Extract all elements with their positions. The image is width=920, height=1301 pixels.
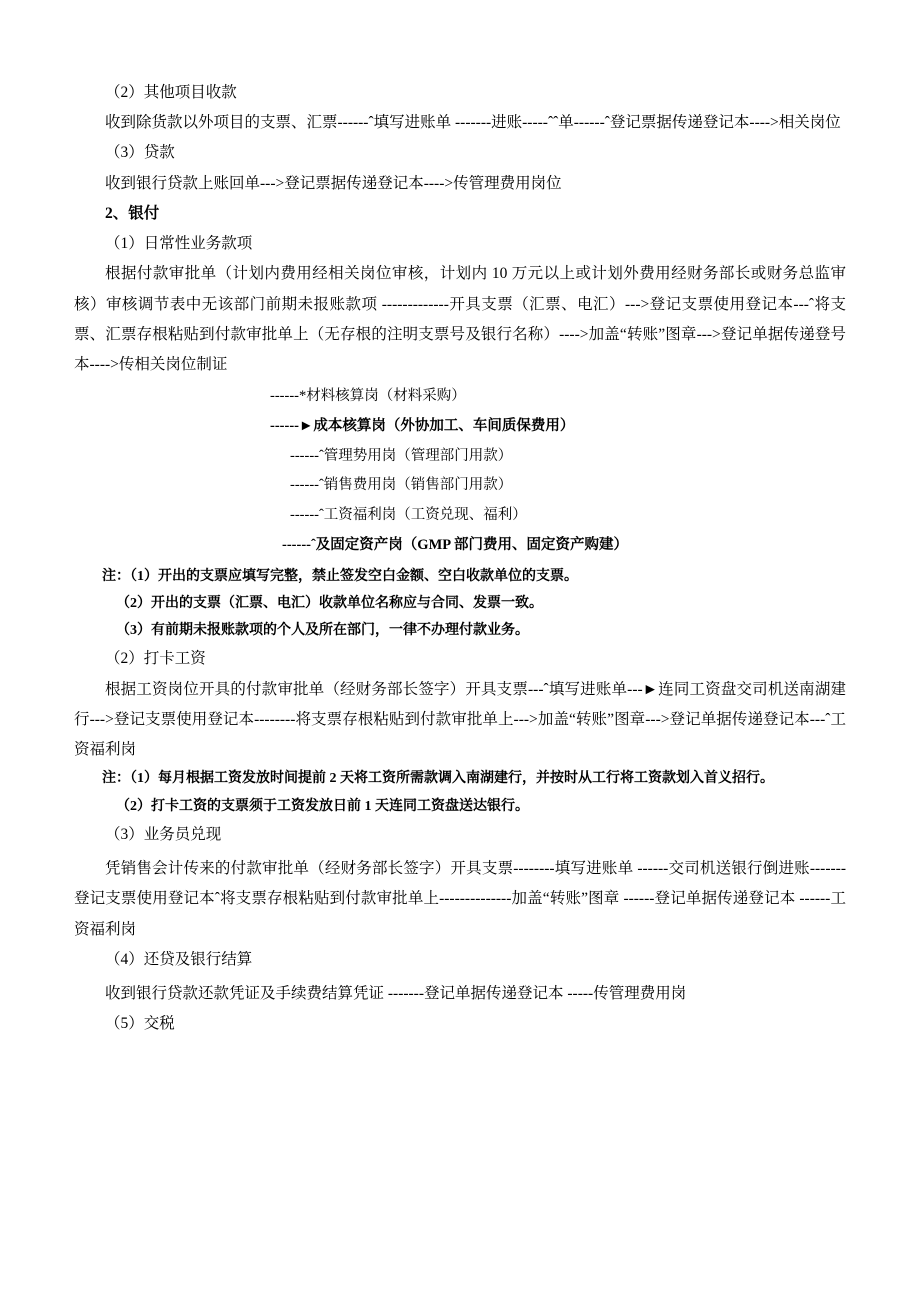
paragraph-daily-business-heading: （1）日常性业务款项 <box>105 235 253 253</box>
paragraph-loan-heading: （3）贷款 <box>105 144 175 162</box>
note-check-completeness: 注：（1）开出的支票应填写完整，禁止签发空白金额、空白收款单位的支票。 <box>102 568 578 584</box>
paragraph-loan-flow: 收到银行贷款上账回单--->登记票据传递登记本---->传管理费用岗位 <box>105 174 562 192</box>
note-salary-check-delivery: （2）打卡工资的支票须于工资发放日前 1 天连同工资盘送达银行。 <box>116 798 529 814</box>
paragraph-salesperson-cash-heading: （3）业务员兑现 <box>105 825 222 843</box>
paragraph-tax-heading: （5）交税 <box>105 1015 175 1033</box>
post-item-management-expense: ------ˆ管理势用岗（管理部门用款） <box>290 447 513 464</box>
post-item-cost-accounting: ------►成本核算岗（外协加工、车间质保费用） <box>270 417 575 434</box>
document-body <box>74 78 846 1039</box>
paragraph-daily-business-flow: 根据付款审批单（计划内费用经相关岗位审核，计划内 10 万元以上或计划外费用经财务部长或财务总监审核）审核调节表中无该部门前期未报账款项 -------------开具支票（汇票、电汇）--->登记支票使用登记本---ˆ将支票、汇票存根粘贴到付款审批单上（无存根的注明支票号及银行名称）---->加盖“转账”图章--->登记单据传递登号本---->传相关岗位制证 <box>74 265 846 373</box>
paragraph-loan-repayment-heading: （4）还贷及银行结算 <box>105 950 253 968</box>
section-heading-bank-payment: 2、银付 <box>105 204 160 222</box>
post-item-salary-welfare: ------ˆ工资福利岗（工资兑现、福利） <box>290 507 527 524</box>
post-item-material-accounting: ------*材料核算岗（材料采购） <box>270 388 466 405</box>
post-item-sales-expense: ------ˆ销售费用岗（销售部门用款） <box>290 477 513 494</box>
post-list <box>74 382 846 560</box>
note-unreported-amount: （3）有前期未报账款项的个人及所在部门，一律不办理付款业务。 <box>116 623 529 639</box>
note-payee-consistency: （2）开出的支票（汇票、电汇）收款单位名称应与合同、发票一致。 <box>116 595 543 611</box>
paragraph-loan-repayment-flow: 收到银行贷款还款凭证及手续费结算凭证 -------登记单据传递登记本 -----传管理费用岗 <box>105 984 687 1002</box>
paragraph-card-salary-flow: 根据工资岗位开具的付款审批单（经财务部长签字）开具支票---ˆ填写进账单---►连同工资盘交司机送南湖建行--->登记支票使用登记本--------将支票存根粘贴到付款审批单上--->加盖“转账”图章--->登记单据传递登记本---ˆ工资福利岗 <box>74 680 846 759</box>
paragraph-other-receipts-heading: （2）其他项目收款 <box>105 84 237 101</box>
post-item-fixed-assets: ------ˆ及固定资产岗（GMP 部门费用、固定资产购建） <box>282 536 628 553</box>
paragraph-salesperson-cash-flow: 凭销售会计传来的付款审批单（经财务部长签字）开具支票--------填写进账单 ------交司机送银行倒进账-------登记支票使用登记本ˆ将支票存根粘贴到付款审批单上--------------加盖“转账”图章 ------登记单据传递登记本 ------工资福利岗 <box>74 860 846 938</box>
paragraph-other-receipts-flow: 收到除货款以外项目的支票、汇票------ˆ填写进账单 -------进账-----ˆˆ单------ˆ登记票据传递登记本---->相关岗位 <box>105 114 841 132</box>
note-salary-transfer-timing: 注：（1）每月根据工资发放时间提前 2 天将工资所需款调入南湖建行，并按时从工行将工资款划入首义招行。 <box>102 771 774 787</box>
paragraph-card-salary-heading: （2）打卡工资 <box>105 650 206 668</box>
